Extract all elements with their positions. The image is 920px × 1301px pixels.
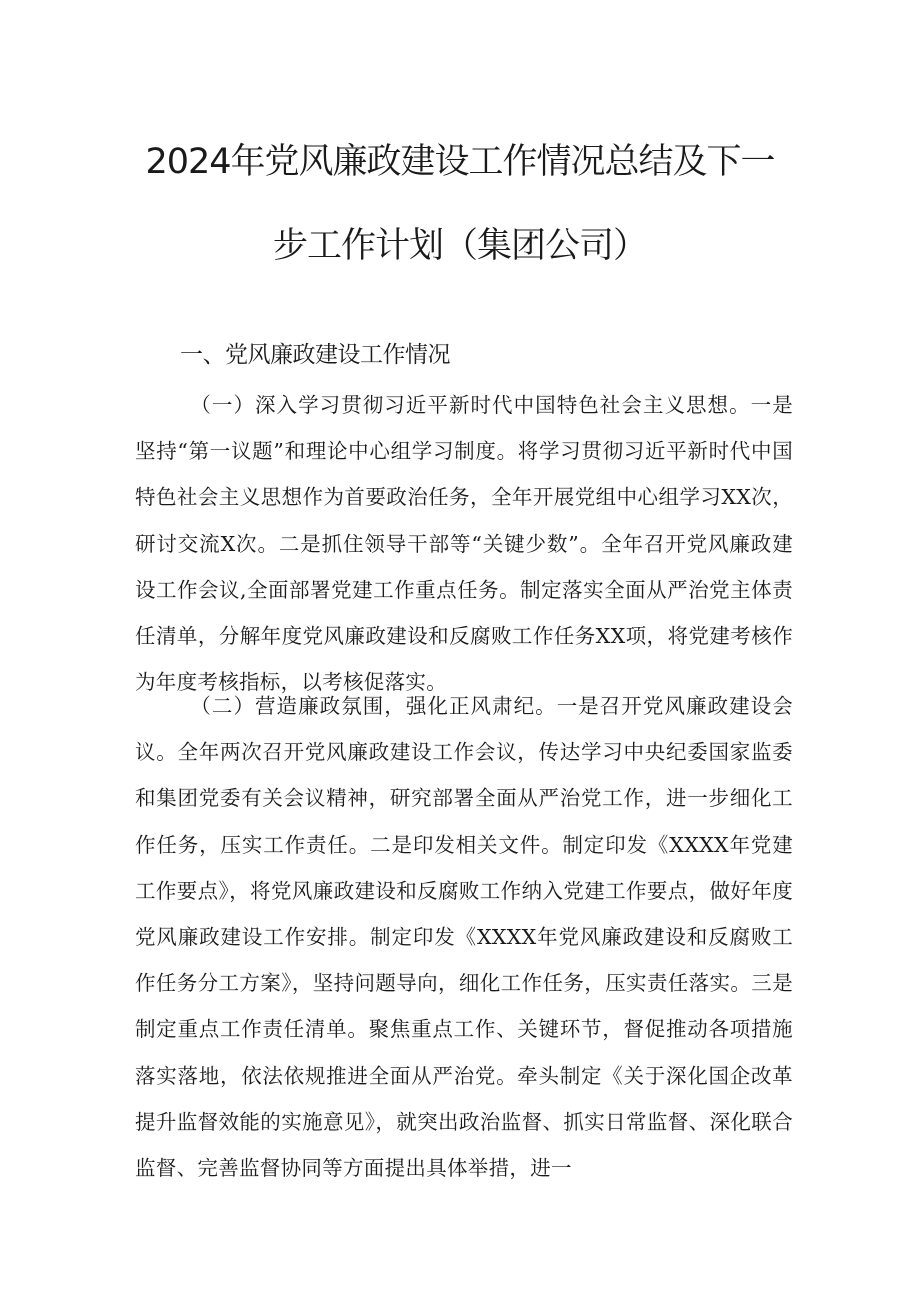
- document-title-line-2: 步工作计划（集团公司）: [272, 226, 647, 266]
- document-title-line-1: 2024年党风廉政建设工作情况总结及下一: [145, 142, 775, 182]
- body-paragraph: （二）营造廉政氛围，强化正风肃纪。一是召开党风廉政建设会议。全年两次召开党风廉政建设工作会议，传达学习中央纪委国家监委和集团党委有关会议精神，研究部署全面从严治党工作，进一步细化工作任务，压实工作责任。二是印发相关文件。制定印发《XXXX年党建工作要点》，将党风廉政建设和反腐败工作纳入党建工作要点，做好年度党风廉政建设工作安排。制定印发《XXXX年党风廉政建设和反腐败工作任务分工方案》，坚持问题导向，细化工作任务，压实责任落实。三是制定重点工作责任清单。聚焦重点工作、关键环节，督促推动各项措施落实落地，依法依规推进全面从严治党。牵头制定《关于深化国企改革提升监督效能的实施意见》，就突出政治监督、抓实日常监督、深化联合监督、完善监督协同等方面提出具体举措，进一: [135, 694, 793, 1181]
- body-paragraph: （一）深入学习贯彻习近平新时代中国特色社会主义思想。一是坚持“第一议题”和理论中心组学习制度。将学习贯彻习近平新时代中国特色社会主义思想作为首要政治任务，全年开展党组中心组学习XX次，研讨交流X次。二是抓住领导干部等“关键少数”。全年召开党风廉政建设工作会议,全面部署党建工作重点任务。制定落实全面从严治党主体责任清单，分解年度党风廉政建设和反腐败工作任务XX项，将党建考核作为年度考核指标，以考核促落实。: [135, 393, 793, 695]
- section-heading: 一、党风廉政建设工作情况: [180, 342, 450, 368]
